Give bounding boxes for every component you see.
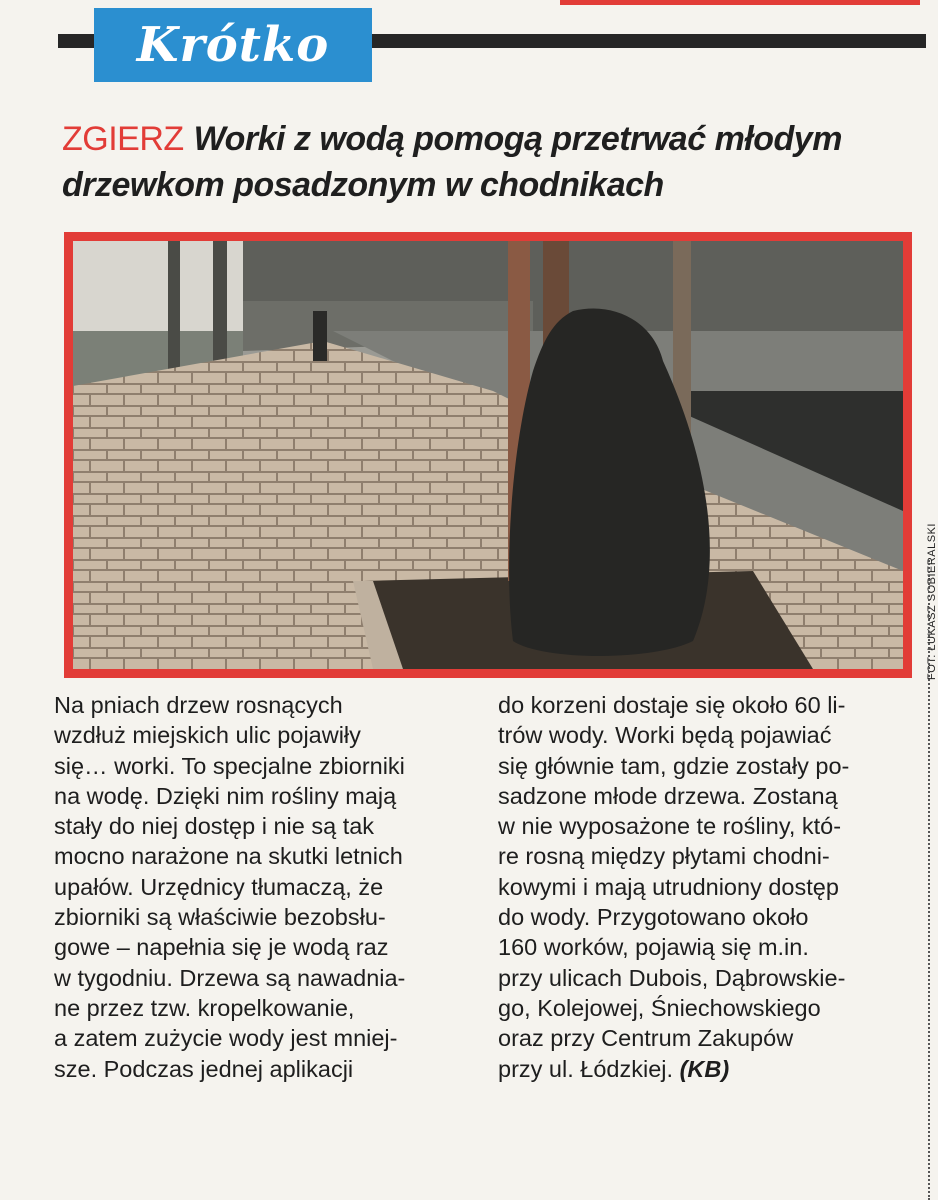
article-column-1 [54, 690, 464, 1084]
column-line: do korzeni dostaje się około 60 li- [498, 692, 846, 718]
column-line: mocno narażone na skutki letnich [54, 843, 403, 870]
column-line: sadzone młode drzewa. Zostaną [498, 782, 838, 809]
column-line: 160 worków, pojawią się m.in. [498, 934, 809, 961]
cut-line [928, 560, 930, 1200]
photo-credit: FOT. ŁUKASZ SOBIERALSKI [926, 523, 938, 680]
column-line: go, Kolejowej, Śniechowskiego [498, 994, 821, 1021]
photo-sidewalk-tree-bag [73, 241, 903, 669]
column-last-line [498, 1054, 914, 1084]
article-column-2 [498, 690, 914, 1084]
top-red-strip [560, 0, 920, 5]
headline-city: ZGIERZ [62, 120, 184, 158]
column-line: w tygodniu. Drzewa są nawadnia- [54, 964, 406, 991]
column-line: sze. Podczas jednej aplikacji [54, 1055, 354, 1082]
column-line: Na pniach drzew rosnących [54, 692, 343, 718]
section-label: Krótko [94, 8, 372, 82]
column-line: na wodę. Dzięki nim rośliny mają [54, 782, 397, 809]
column-line: trów wody. Worki będą pojawiać [498, 722, 832, 749]
author-signature: (KB) [679, 1055, 730, 1082]
column-line: przy ulicach Dubois, Dąbrowskie- [498, 964, 846, 991]
column-line: re rosną między płytami chodni- [498, 843, 830, 870]
column-line: ne przez tzw. kropelkowanie, [54, 994, 355, 1021]
column-line: oraz przy Centrum Zakupów [498, 1025, 794, 1052]
column-line: się… worki. To specjalne zbiorniki [54, 752, 405, 779]
article-photo [64, 232, 912, 678]
column-line: zbiorniki są właściwie bezobsłu- [54, 904, 386, 931]
column-line: wzdłuż miejskich ulic pojawiły [54, 722, 361, 749]
column-line: przy ul. Łódzkiej. [498, 1055, 674, 1082]
column-line: a zatem zużycie wody jest mniej- [54, 1025, 398, 1052]
column-line: w nie wyposażone te rośliny, któ- [498, 813, 842, 840]
column-line: upałów. Urzędnicy tłumaczą, że [54, 873, 384, 900]
headline-title: Worki z wodą pomogą przetrwać młodym drzewkom posadzonym w chodnikach [62, 120, 842, 204]
column-line: stały do niej dostęp i nie są tak [54, 813, 375, 840]
column-line: kowymi i mają utrudniony dostęp [498, 873, 839, 900]
column-line: gowe – napełnia się je wodą raz [54, 934, 389, 961]
column-line: się głównie tam, gdzie zostały po- [498, 752, 850, 779]
article-headline [62, 116, 922, 208]
column-line: do wody. Przygotowano około [498, 904, 809, 931]
